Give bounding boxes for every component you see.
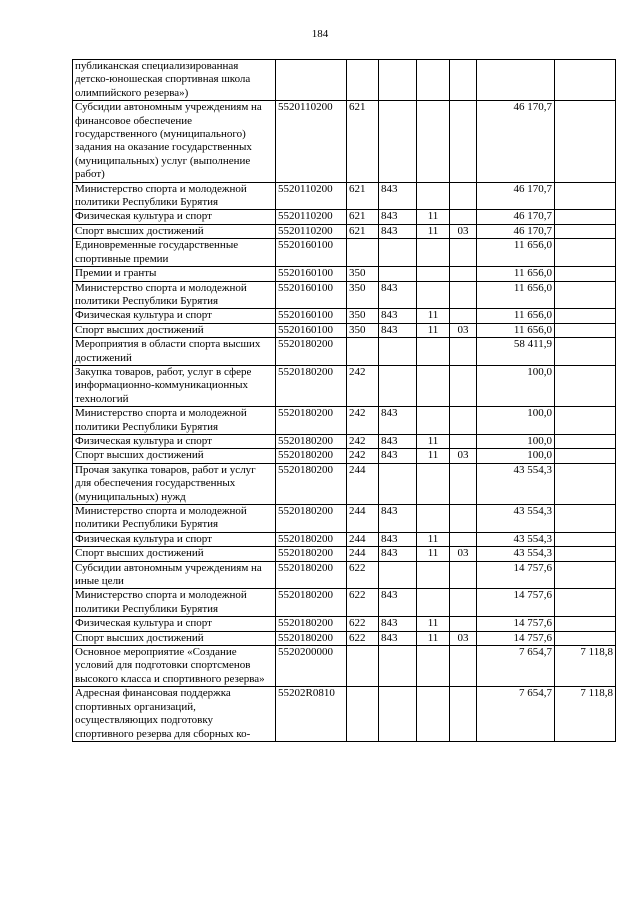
subsection-code (450, 505, 477, 533)
expense-type-code: 242 (347, 434, 379, 448)
row-name: Закупка товаров, работ, услуг в сфере информационно-коммуникационных технологий (73, 365, 276, 406)
expense-type-code (347, 60, 379, 101)
table-row (73, 60, 616, 101)
table-row (73, 505, 616, 533)
target-code: 5520180200 (276, 434, 347, 448)
amount-secondary: 7 118,8 (555, 687, 616, 742)
amount-secondary (555, 631, 616, 645)
department-code: 843 (379, 309, 417, 323)
department-code: 843 (379, 532, 417, 546)
department-code: 843 (379, 323, 417, 337)
row-name: Адресная финансовая поддержка спортивных организаций, осуществляющих подготовку спортивного резерва для сборных ко- (73, 687, 276, 742)
row-name: Физическая культура и спорт (73, 309, 276, 323)
department-code (379, 687, 417, 742)
department-code: 843 (379, 182, 417, 210)
section-code (417, 365, 450, 406)
expense-type-code: 244 (347, 547, 379, 561)
subsection-code: 03 (450, 323, 477, 337)
table-row (73, 239, 616, 267)
target-code: 5520180200 (276, 617, 347, 631)
table-row (73, 532, 616, 546)
amount-secondary (555, 561, 616, 589)
amount-primary: 11 656,0 (477, 239, 555, 267)
target-code: 5520160100 (276, 239, 347, 267)
table-row (73, 101, 616, 182)
amount-secondary (555, 434, 616, 448)
subsection-code: 03 (450, 224, 477, 238)
expense-type-code: 622 (347, 617, 379, 631)
table-row (73, 267, 616, 281)
amount-primary: 100,0 (477, 365, 555, 406)
expense-type-code: 244 (347, 505, 379, 533)
table-row (73, 407, 616, 435)
section-code: 11 (417, 434, 450, 448)
target-code: 5520180200 (276, 463, 347, 504)
table-row (73, 182, 616, 210)
amount-primary: 100,0 (477, 449, 555, 463)
target-code: 5520160100 (276, 323, 347, 337)
expense-type-code: 242 (347, 365, 379, 406)
department-code (379, 338, 417, 366)
department-code (379, 239, 417, 267)
table-row (73, 309, 616, 323)
amount-secondary (555, 281, 616, 309)
amount-primary: 11 656,0 (477, 281, 555, 309)
amount-primary: 11 656,0 (477, 267, 555, 281)
row-name: Премии и гранты (73, 267, 276, 281)
expense-type-code (347, 687, 379, 742)
amount-secondary (555, 210, 616, 224)
department-code: 843 (379, 589, 417, 617)
subsection-code (450, 309, 477, 323)
table-row (73, 561, 616, 589)
budget-table-body (73, 60, 616, 742)
row-name: Физическая культура и спорт (73, 617, 276, 631)
expense-type-code: 621 (347, 210, 379, 224)
section-code: 11 (417, 617, 450, 631)
target-code: 5520110200 (276, 101, 347, 182)
target-code: 5520160100 (276, 309, 347, 323)
department-code (379, 463, 417, 504)
row-name: Министерство спорта и молодежной политики Республики Бурятия (73, 505, 276, 533)
department-code: 843 (379, 547, 417, 561)
department-code: 843 (379, 224, 417, 238)
expense-type-code: 350 (347, 281, 379, 309)
target-code: 5520110200 (276, 182, 347, 210)
section-code: 11 (417, 224, 450, 238)
subsection-code: 03 (450, 631, 477, 645)
target-code: 5520110200 (276, 224, 347, 238)
department-code: 843 (379, 434, 417, 448)
amount-primary: 11 656,0 (477, 323, 555, 337)
expense-type-code: 350 (347, 323, 379, 337)
expense-type-code (347, 646, 379, 687)
amount-primary: 7 654,7 (477, 646, 555, 687)
row-name: Субсидии автономным учреждениям на финансовое обеспечение государственного (муниципального) задания на оказание государственных (муниципальных) услуг (выполнение работ) (73, 101, 276, 182)
amount-secondary (555, 323, 616, 337)
subsection-code (450, 434, 477, 448)
table-row (73, 365, 616, 406)
table-row (73, 281, 616, 309)
expense-type-code (347, 239, 379, 267)
expense-type-code: 350 (347, 267, 379, 281)
amount-secondary (555, 617, 616, 631)
amount-primary: 14 757,6 (477, 561, 555, 589)
subsection-code (450, 617, 477, 631)
budget-table (72, 59, 616, 742)
department-code: 843 (379, 449, 417, 463)
target-code: 5520180200 (276, 631, 347, 645)
subsection-code (450, 60, 477, 101)
subsection-code (450, 561, 477, 589)
row-name: Министерство спорта и молодежной политики Республики Бурятия (73, 407, 276, 435)
section-code (417, 239, 450, 267)
expense-type-code: 621 (347, 101, 379, 182)
target-code: 5520180200 (276, 449, 347, 463)
section-code: 11 (417, 532, 450, 546)
amount-secondary (555, 365, 616, 406)
section-code (417, 267, 450, 281)
amount-secondary (555, 60, 616, 101)
section-code (417, 60, 450, 101)
row-name: Спорт высших достижений (73, 224, 276, 238)
section-code: 11 (417, 449, 450, 463)
target-code: 5520180200 (276, 338, 347, 366)
amount-secondary (555, 309, 616, 323)
amount-primary: 43 554,3 (477, 532, 555, 546)
table-row (73, 434, 616, 448)
subsection-code (450, 267, 477, 281)
table-row (73, 589, 616, 617)
page-number: 184 (311, 28, 329, 40)
department-code (379, 561, 417, 589)
subsection-code (450, 463, 477, 504)
table-row (73, 338, 616, 366)
amount-primary: 46 170,7 (477, 210, 555, 224)
target-code: 5520110200 (276, 210, 347, 224)
amount-secondary (555, 224, 616, 238)
target-code: 5520180200 (276, 589, 347, 617)
section-code: 11 (417, 210, 450, 224)
section-code (417, 101, 450, 182)
amount-primary: 43 554,3 (477, 505, 555, 533)
department-code: 843 (379, 281, 417, 309)
target-code: 5520180200 (276, 505, 347, 533)
expense-type-code: 622 (347, 631, 379, 645)
amount-primary: 14 757,6 (477, 589, 555, 617)
row-name: Спорт высших достижений (73, 449, 276, 463)
amount-primary: 100,0 (477, 407, 555, 435)
subsection-code (450, 281, 477, 309)
subsection-code (450, 687, 477, 742)
amount-secondary (555, 589, 616, 617)
amount-primary: 14 757,6 (477, 617, 555, 631)
row-name: Министерство спорта и молодежной политики Республики Бурятия (73, 182, 276, 210)
target-code: 5520180200 (276, 532, 347, 546)
row-name: Физическая культура и спорт (73, 532, 276, 546)
amount-primary: 11 656,0 (477, 309, 555, 323)
row-name: публиканская специализированная детско-юношеская спортивная школа олимпийского резерва») (73, 60, 276, 101)
amount-secondary (555, 407, 616, 435)
amount-primary: 14 757,6 (477, 631, 555, 645)
department-code (379, 267, 417, 281)
section-code (417, 182, 450, 210)
amount-primary: 58 411,9 (477, 338, 555, 366)
section-code (417, 561, 450, 589)
target-code: 5520200000 (276, 646, 347, 687)
expense-type-code: 244 (347, 463, 379, 504)
subsection-code (450, 239, 477, 267)
target-code (276, 60, 347, 101)
table-row (73, 631, 616, 645)
target-code: 5520180200 (276, 407, 347, 435)
department-code: 843 (379, 210, 417, 224)
subsection-code (450, 589, 477, 617)
amount-secondary (555, 463, 616, 504)
table-row (73, 646, 616, 687)
section-code (417, 687, 450, 742)
department-code: 843 (379, 505, 417, 533)
section-code (417, 463, 450, 504)
table-row (73, 463, 616, 504)
section-code (417, 505, 450, 533)
expense-type-code: 622 (347, 589, 379, 617)
section-code: 11 (417, 309, 450, 323)
section-code (417, 646, 450, 687)
row-name: Субсидии автономным учреждениям на иные цели (73, 561, 276, 589)
target-code: 55202R0810 (276, 687, 347, 742)
section-code (417, 407, 450, 435)
row-name: Основное мероприятие «Создание условий для подготовки спортсменов высокого класса и спортивного резерва» (73, 646, 276, 687)
department-code (379, 646, 417, 687)
table-row (73, 617, 616, 631)
department-code: 843 (379, 631, 417, 645)
row-name: Спорт высших достижений (73, 323, 276, 337)
row-name: Министерство спорта и молодежной политики Республики Бурятия (73, 589, 276, 617)
table-row (73, 210, 616, 224)
amount-secondary (555, 182, 616, 210)
amount-secondary (555, 338, 616, 366)
table-row (73, 449, 616, 463)
expense-type-code: 350 (347, 309, 379, 323)
expense-type-code: 621 (347, 224, 379, 238)
amount-secondary (555, 505, 616, 533)
amount-secondary (555, 547, 616, 561)
subsection-code (450, 407, 477, 435)
amount-secondary: 7 118,8 (555, 646, 616, 687)
row-name: Физическая культура и спорт (73, 210, 276, 224)
subsection-code (450, 101, 477, 182)
subsection-code (450, 338, 477, 366)
section-code (417, 338, 450, 366)
expense-type-code (347, 338, 379, 366)
department-code: 843 (379, 407, 417, 435)
row-name: Мероприятия в области спорта высших достижений (73, 338, 276, 366)
row-name: Прочая закупка товаров, работ и услуг для обеспечения государственных (муниципальных) нужд (73, 463, 276, 504)
row-name: Спорт высших достижений (73, 631, 276, 645)
amount-primary: 46 170,7 (477, 182, 555, 210)
section-code: 11 (417, 631, 450, 645)
table-row (73, 224, 616, 238)
expense-type-code: 244 (347, 532, 379, 546)
subsection-code (450, 210, 477, 224)
amount-primary: 46 170,7 (477, 101, 555, 182)
subsection-code (450, 182, 477, 210)
amount-secondary (555, 449, 616, 463)
table-row (73, 687, 616, 742)
section-code (417, 589, 450, 617)
expense-type-code: 622 (347, 561, 379, 589)
expense-type-code: 242 (347, 407, 379, 435)
target-code: 5520180200 (276, 547, 347, 561)
target-code: 5520180200 (276, 365, 347, 406)
department-code (379, 365, 417, 406)
table-row (73, 323, 616, 337)
subsection-code (450, 532, 477, 546)
subsection-code: 03 (450, 547, 477, 561)
row-name: Министерство спорта и молодежной политики Республики Бурятия (73, 281, 276, 309)
amount-secondary (555, 239, 616, 267)
department-code: 843 (379, 617, 417, 631)
target-code: 5520160100 (276, 281, 347, 309)
amount-secondary (555, 101, 616, 182)
target-code: 5520180200 (276, 561, 347, 589)
department-code (379, 60, 417, 101)
section-code (417, 281, 450, 309)
subsection-code (450, 646, 477, 687)
table-row (73, 547, 616, 561)
amount-primary (477, 60, 555, 101)
amount-primary: 7 654,7 (477, 687, 555, 742)
target-code: 5520160100 (276, 267, 347, 281)
row-name: Спорт высших достижений (73, 547, 276, 561)
department-code (379, 101, 417, 182)
expense-type-code: 621 (347, 182, 379, 210)
subsection-code (450, 365, 477, 406)
section-code: 11 (417, 547, 450, 561)
amount-secondary (555, 532, 616, 546)
row-name: Физическая культура и спорт (73, 434, 276, 448)
expense-type-code: 242 (347, 449, 379, 463)
section-code: 11 (417, 323, 450, 337)
amount-primary: 43 554,3 (477, 463, 555, 504)
amount-primary: 46 170,7 (477, 224, 555, 238)
subsection-code: 03 (450, 449, 477, 463)
row-name: Единовременные государственные спортивные премии (73, 239, 276, 267)
amount-primary: 100,0 (477, 434, 555, 448)
amount-primary: 43 554,3 (477, 547, 555, 561)
amount-secondary (555, 267, 616, 281)
